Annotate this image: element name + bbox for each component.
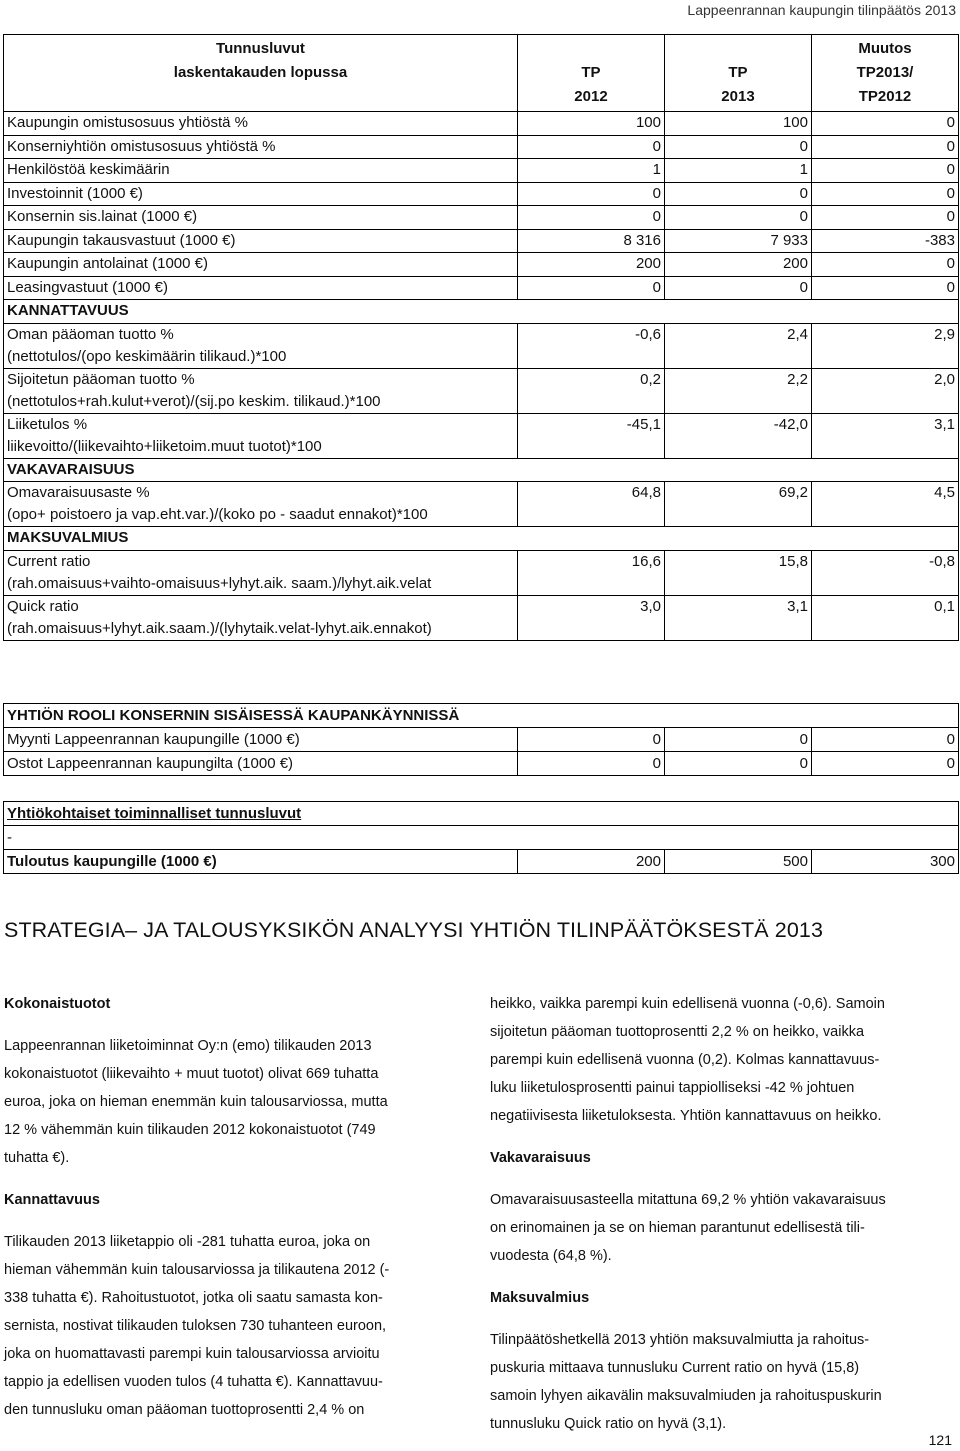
section-maksuvalmius: MAKSUVALMIUS (4, 527, 959, 551)
heading-maksuvalmius: Maksuvalmius (490, 1290, 590, 1306)
text-line: tunnusluku Quick ratio on hyvä (3,1). (490, 1416, 727, 1432)
row-label: Kaupungin antolainat (1000 €) (4, 253, 518, 277)
text-line: hieman vähemmän kuin talousarviossa ja tilikautena 2012 (- (4, 1262, 390, 1278)
text-line: samoin lyhyen aikavälin maksuvalmiuden ja rahoituspuskurin (490, 1388, 882, 1404)
text-line: Tilikauden 2013 liiketappio oli -281 tuhatta euroa, joka on (4, 1234, 371, 1250)
table-row (4, 135, 959, 159)
text-line: parempi kuin edellisenä vuonna (0,2). Kolmas kannattavuus- (490, 1052, 880, 1068)
table-row (4, 206, 959, 230)
kpi-table (3, 34, 959, 641)
text-line: joka on huomattavasti parempi kuin talousarviossa arvioitu (4, 1346, 380, 1362)
cell-tp2013: 100 (664, 112, 811, 136)
cell-change: 0 (811, 135, 958, 159)
cell-tp2013: 2,2 (664, 368, 811, 413)
row-label: Konsernin sis.lainat (1000 €) (4, 206, 518, 230)
cell-change: 4,5 (811, 482, 958, 527)
cell-change: 3,1 (811, 413, 958, 458)
header-tp2013-line1: TP (728, 64, 748, 81)
table-row (4, 159, 959, 183)
text-line: heikko, vaikka parempi kuin edellisenä vuonna (-0,6). Samoin (490, 996, 885, 1012)
table-row (4, 368, 959, 413)
cell-tp2012: 0,2 (517, 368, 664, 413)
cell-tp2012: 200 (517, 253, 664, 277)
cell-change: 0,1 (811, 595, 958, 640)
row-label-main: Oman pääoman tuotto % (7, 325, 174, 343)
row-label: Ostot Lappeenrannan kaupungilta (1000 €) (4, 752, 518, 776)
section-vakavaraisuus: VAKAVARAISUUS (4, 458, 959, 482)
ops-dash: - (4, 826, 959, 850)
cell-tp2013: 69,2 (664, 482, 811, 527)
cell-change: -383 (811, 229, 958, 253)
cell-change: 0 (811, 182, 958, 206)
text-line: Lappeenrannan liiketoiminnat Oy:n (emo) tilikauden 2013 (4, 1038, 372, 1054)
row-label: Myynti Lappeenrannan kaupungille (1000 €) (4, 728, 518, 752)
cell-change: 2,9 (811, 323, 958, 368)
cell-change: 0 (811, 276, 958, 300)
table-row (4, 182, 959, 206)
cell-tp2012: 0 (517, 206, 664, 230)
cell-tp2012: 100 (517, 112, 664, 136)
table-row (4, 253, 959, 277)
document-header-title: Lappeenrannan kaupungin tilinpäätös 2013 (687, 2, 956, 18)
table-row (4, 323, 959, 368)
row-label (4, 368, 518, 413)
cell-tp2013: 0 (664, 728, 811, 752)
cell-tp2013: 7 933 (664, 229, 811, 253)
analysis-heading: STRATEGIA– JA TALOUSYKSIKÖN ANALYYSI YHTIÖN TILINPÄÄTÖKSESTÄ 2013 (4, 918, 824, 942)
text-line: 12 % vähemmän kuin tilikauden 2012 kokonaistuotot (749 (4, 1122, 376, 1138)
row-label-formula: (rah.omaisuus+vaihto-omaisuus+lyhyt.aik. saam.)/lyhyt.aik.velat (7, 574, 432, 592)
row-label-main: Quick ratio (7, 597, 79, 615)
section-row (4, 527, 959, 551)
text-line: luku liiketulosprosentti painui tappiolliseksi -42 % johtuen (490, 1080, 855, 1096)
row-label (4, 323, 518, 368)
row-label: Henkilöstöä keskimäärin (4, 159, 518, 183)
cell-change: 0 (811, 206, 958, 230)
row-label: Konserniyhtiön omistusosuus yhtiöstä % (4, 135, 518, 159)
page-number: 121 (928, 1432, 952, 1448)
table-row (4, 728, 959, 752)
text-line: puskuria mittaava tunnusluku Current ratio on hyvä (15,8) (490, 1360, 860, 1376)
text-line: sijoitetun pääoman tuottoprosentti 2,2 % on heikko, vaikka (490, 1024, 865, 1040)
header-label-line1: Tunnusluvut (216, 40, 305, 57)
paragraph-kannattavuus (4, 1228, 459, 1424)
role-table (3, 703, 959, 776)
row-label: Investoinnit (1000 €) (4, 182, 518, 206)
table-header-row (4, 35, 959, 112)
heading-vakavaraisuus: Vakavaraisuus (490, 1150, 591, 1166)
cell-tp2012: 200 (517, 850, 664, 874)
header-change-line3: TP2012 (858, 88, 912, 105)
cell-tp2012: 8 316 (517, 229, 664, 253)
row-label-formula: liikevoitto/(liikevaihto+liiketoim.muut tuotot)*100 (7, 437, 322, 455)
text-line: tuhatta €). (4, 1150, 70, 1166)
paragraph-maksuvalmius (490, 1326, 952, 1438)
header-tp2013 (664, 35, 811, 112)
row-label: Kaupungin omistusosuus yhtiöstä % (4, 112, 518, 136)
cell-tp2012: 0 (517, 752, 664, 776)
table-row (4, 112, 959, 136)
row-label-formula: (nettotulos+rah.kulut+verot)/(sij.po keskim. tilikaud.)*100 (7, 392, 381, 410)
cell-tp2013: 0 (664, 182, 811, 206)
row-label-formula: (rah.omaisuus+lyhyt.aik.saam.)/(lyhytaik.velat-lyhyt.aik.ennakot) (7, 619, 432, 637)
table-row (4, 550, 959, 595)
cell-tp2013: 3,1 (664, 595, 811, 640)
cell-tp2012: 16,6 (517, 550, 664, 595)
row-label-formula: (nettotulos/(opo keskimäärin tilikaud.)*100 (7, 347, 287, 365)
table-row (4, 850, 959, 874)
ops-heading: Yhtiökohtaiset toiminnalliset tunnusluvut (4, 802, 959, 826)
text-line: on erinomainen ja se on hieman parantunut edellisestä tili- (490, 1220, 865, 1236)
paragraph-kokonaistuotot (4, 1032, 459, 1172)
cell-tp2013: -42,0 (664, 413, 811, 458)
row-label-main: Sijoitetun pääoman tuotto % (7, 370, 195, 388)
cell-tp2013: 2,4 (664, 323, 811, 368)
row-label: Leasingvastuut (1000 €) (4, 276, 518, 300)
cell-tp2013: 500 (664, 850, 811, 874)
role-heading-row (4, 704, 959, 728)
section-row (4, 458, 959, 482)
heading-kannattavuus: Kannattavuus (4, 1192, 100, 1208)
table-row (4, 276, 959, 300)
cell-change: 300 (811, 850, 958, 874)
cell-change: 0 (811, 728, 958, 752)
section-row (4, 300, 959, 324)
row-label-formula: (opo+ poistoero ja vap.eht.var.)/(koko po - saadut ennakot)*100 (7, 506, 428, 523)
text-line: sernista, nostivat tilikauden tuloksen 730 tuhanteen euroon, (4, 1318, 387, 1334)
cell-tp2012: 0 (517, 135, 664, 159)
cell-tp2012: -0,6 (517, 323, 664, 368)
row-label: Tuloutus kaupungille (1000 €) (4, 850, 518, 874)
cell-tp2012: 1 (517, 159, 664, 183)
paragraph-kannattavuus-cont (490, 990, 952, 1130)
table-row (4, 595, 959, 640)
header-tp2012-line2: 2012 (574, 88, 608, 105)
row-label (4, 595, 518, 640)
ops-table (3, 801, 959, 874)
text-line: tappio ja edellisen vuoden tulos (4 tuhatta €). Kannattavuu- (4, 1374, 383, 1390)
cell-tp2012: 3,0 (517, 595, 664, 640)
cell-tp2013: 200 (664, 253, 811, 277)
text-line: euroa, joka on hieman enemmän kuin talousarviossa, mutta (4, 1094, 388, 1110)
text-line: den tunnusluku oman pääoman tuottoprosentti 2,4 % on (4, 1402, 365, 1418)
cell-change: 0 (811, 253, 958, 277)
cell-tp2012: 0 (517, 276, 664, 300)
header-tp2012-line1: TP (581, 64, 601, 81)
analysis-right-column (490, 990, 952, 1438)
table-row (4, 752, 959, 776)
cell-change: 0 (811, 159, 958, 183)
cell-tp2013: 1 (664, 159, 811, 183)
row-label-main: Current ratio (7, 552, 91, 570)
table-row (4, 482, 959, 527)
cell-change: 0 (811, 752, 958, 776)
analysis-left-column (4, 990, 459, 1424)
text-line: kokonaistuotot (liikevaihto + muut tuotot) olivat 669 tuhatta (4, 1066, 379, 1082)
ops-heading-row (4, 802, 959, 826)
row-label (4, 482, 518, 527)
table-row (4, 229, 959, 253)
row-label: Kaupungin takausvastuut (1000 €) (4, 229, 518, 253)
heading-kokonaistuotot: Kokonaistuotot (4, 996, 111, 1012)
cell-tp2013: 0 (664, 135, 811, 159)
header-change-line1: Muutos (858, 40, 912, 57)
section-kannattavuus: KANNATTAVUUS (4, 300, 959, 324)
cell-tp2013: 0 (664, 206, 811, 230)
row-label (4, 413, 518, 458)
cell-tp2013: 0 (664, 752, 811, 776)
cell-tp2012: 0 (517, 182, 664, 206)
header-change (811, 35, 958, 112)
table-row (4, 413, 959, 458)
cell-change: -0,8 (811, 550, 958, 595)
row-label-main: Omavaraisuusaste % (7, 484, 150, 501)
header-tp2013-line2: 2013 (721, 88, 755, 105)
header-label (4, 35, 518, 112)
header-label-line2: laskentakauden lopussa (173, 64, 348, 81)
text-line: Tilinpäätöshetkellä 2013 yhtiön maksuvalmiutta ja rahoitus- (490, 1332, 870, 1348)
table-row (4, 826, 959, 850)
cell-tp2013: 15,8 (664, 550, 811, 595)
text-line: negatiivisesta liiketuloksesta. Yhtiön kannattavuus on heikko. (490, 1108, 882, 1124)
cell-tp2012: 0 (517, 728, 664, 752)
text-line: 338 tuhatta €). Rahoitustuotot, jotka oli saatu samasta kon- (4, 1290, 383, 1306)
cell-tp2012: 64,8 (517, 482, 664, 527)
cell-tp2012: -45,1 (517, 413, 664, 458)
paragraph-vakavaraisuus (490, 1186, 952, 1270)
text-line: Omavaraisuusasteella mitattuna 69,2 % yhtiön vakavaraisuus (490, 1192, 886, 1208)
row-label (4, 550, 518, 595)
cell-tp2013: 0 (664, 276, 811, 300)
role-heading: YHTIÖN ROOLI KONSERNIN SISÄISESSÄ KAUPANKÄYNNISSÄ (4, 704, 959, 728)
cell-change: 2,0 (811, 368, 958, 413)
cell-change: 0 (811, 112, 958, 136)
text-line: vuodesta (64,8 %). (490, 1248, 612, 1264)
header-change-line2: TP2013/ (856, 64, 914, 81)
header-tp2012 (517, 35, 664, 112)
row-label-main: Liiketulos % (7, 415, 88, 433)
